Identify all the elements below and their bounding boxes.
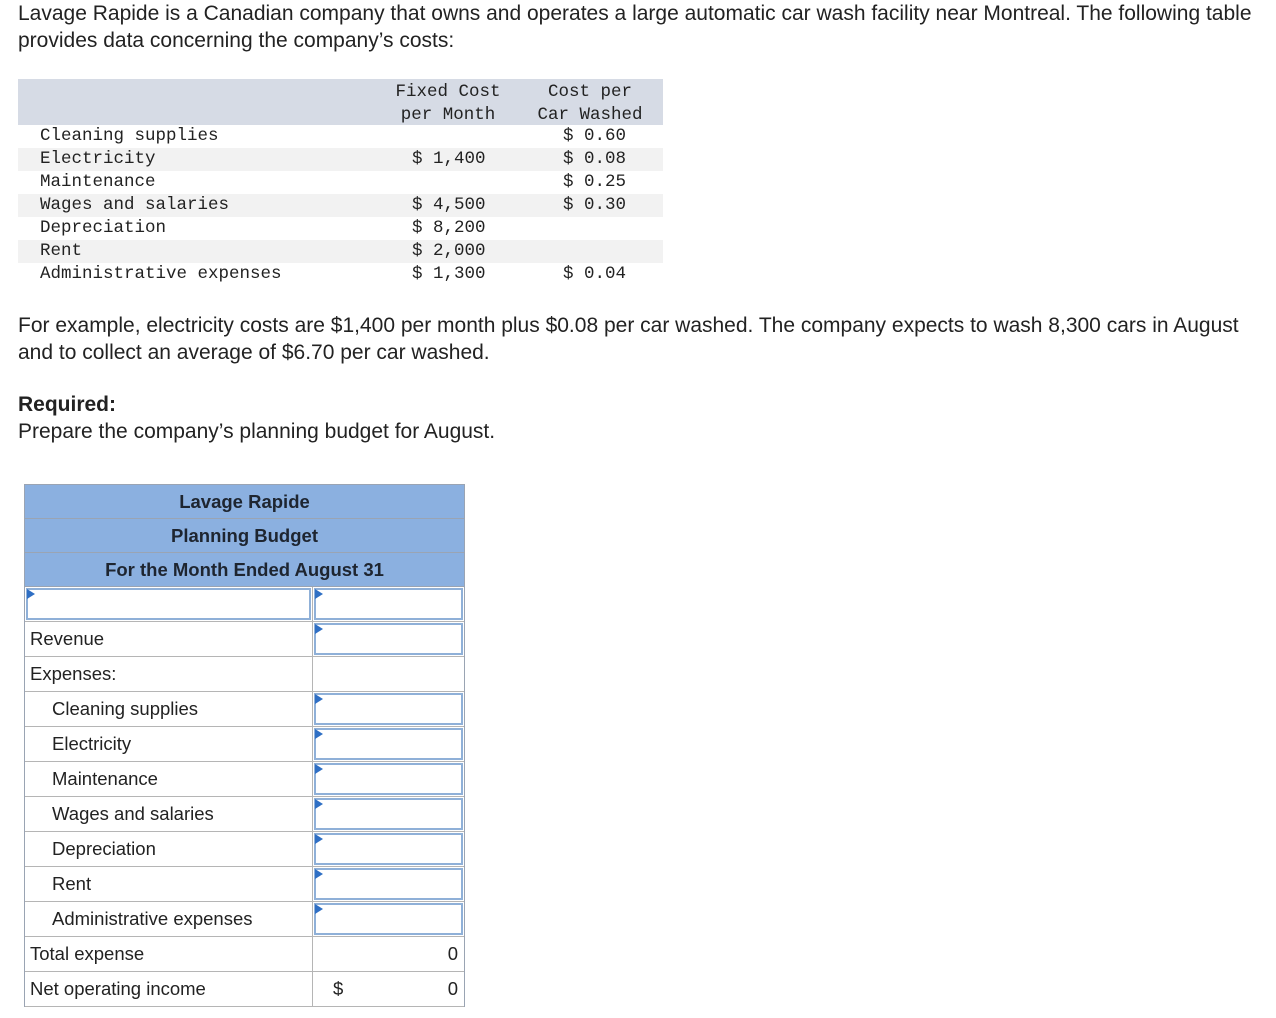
maintenance-value-cell xyxy=(313,762,464,796)
budget-row-revenue xyxy=(25,622,464,657)
admin-input[interactable] xyxy=(314,903,463,935)
variable-cost-header-line2: Car Washed xyxy=(537,105,643,125)
budget-row-cleaning xyxy=(25,692,464,727)
cost-row xyxy=(18,125,663,148)
cost-data-table xyxy=(18,79,663,286)
revenue-label: Revenue xyxy=(25,622,313,656)
input-marker-icon xyxy=(315,799,323,809)
required-text: Prepare the company’s planning budget for August. xyxy=(18,420,496,443)
budget-row-wages xyxy=(25,797,464,832)
activity-value-cell xyxy=(313,587,464,621)
cost-table-body xyxy=(18,125,663,286)
cost-row-label: Wages and salaries xyxy=(40,195,230,215)
example-text: For example, electricity costs are $1,400 per month plus $0.08 per car washed. The company expects to wash 8,300 cars in August and to collect an average of $6.70 per car washed. xyxy=(18,314,1239,364)
net-income-value-cell xyxy=(313,972,464,1006)
budget-row-expenses xyxy=(25,657,464,692)
variable-cost-header-line1: Cost per xyxy=(547,82,632,102)
input-marker-icon xyxy=(315,729,323,739)
rent-value-cell xyxy=(313,867,464,901)
cost-row-label: Cleaning supplies xyxy=(40,126,219,146)
budget-title-company: Lavage Rapide xyxy=(25,485,464,519)
fixed-cost-header-line1: Fixed Cost xyxy=(395,82,501,102)
depreciation-value-cell xyxy=(313,832,464,866)
net-income-label: Net operating income xyxy=(25,972,313,1006)
input-marker-icon xyxy=(27,589,35,599)
cost-row-fixed: $ 1,300 xyxy=(412,264,486,284)
expenses-empty-cell xyxy=(313,657,464,691)
cost-row xyxy=(18,194,663,217)
cost-row-variable: $ 0.60 xyxy=(563,126,627,146)
required-title: Required: xyxy=(18,393,117,416)
budget-row-depreciation xyxy=(25,832,464,867)
wages-label: Wages and salaries xyxy=(25,797,313,831)
electricity-input[interactable] xyxy=(314,728,463,760)
cost-row xyxy=(18,148,663,171)
cost-row xyxy=(18,240,663,263)
net-income-dollar-sign: $ xyxy=(333,978,344,999)
cost-row xyxy=(18,217,663,240)
budget-row-net-income xyxy=(25,972,464,1007)
total-expense-label: Total expense xyxy=(25,937,313,971)
cost-table-header xyxy=(18,79,663,125)
input-marker-icon xyxy=(315,694,323,704)
electricity-label: Electricity xyxy=(25,727,313,761)
budget-row-activity xyxy=(25,587,464,622)
expenses-label: Expenses: xyxy=(25,657,313,691)
cost-row-fixed: $ 2,000 xyxy=(412,241,486,261)
cost-row-variable: $ 0.30 xyxy=(563,195,627,215)
maintenance-input[interactable] xyxy=(314,763,463,795)
input-marker-icon xyxy=(315,764,323,774)
depreciation-input[interactable] xyxy=(314,833,463,865)
budget-row-rent xyxy=(25,867,464,902)
cost-row-variable: $ 0.08 xyxy=(563,149,627,169)
fixed-cost-header xyxy=(388,81,508,127)
input-marker-icon xyxy=(315,869,323,879)
cleaning-label: Cleaning supplies xyxy=(25,692,313,726)
budget-row-total-expense xyxy=(25,937,464,972)
cost-row-fixed: $ 4,500 xyxy=(412,195,486,215)
rent-input[interactable] xyxy=(314,868,463,900)
input-marker-icon xyxy=(315,904,323,914)
cost-row-label: Maintenance xyxy=(40,172,156,192)
fixed-cost-header-line2: per Month xyxy=(400,105,496,125)
cost-row-fixed: $ 8,200 xyxy=(412,218,486,238)
cost-row-label: Electricity xyxy=(40,149,156,169)
cost-row-label: Rent xyxy=(40,241,83,261)
electricity-value-cell xyxy=(313,727,464,761)
revenue-input[interactable] xyxy=(314,623,463,655)
cost-row-label: Depreciation xyxy=(40,218,167,238)
cleaning-input[interactable] xyxy=(314,693,463,725)
budget-row-admin xyxy=(25,902,464,937)
planning-budget-table xyxy=(24,484,465,1007)
activity-label-input[interactable] xyxy=(26,588,311,620)
input-marker-icon xyxy=(315,589,323,599)
cleaning-value-cell xyxy=(313,692,464,726)
admin-value-cell xyxy=(313,902,464,936)
total-expense-value: 0 xyxy=(447,943,458,964)
input-marker-icon xyxy=(315,624,323,634)
cost-row xyxy=(18,263,663,286)
net-income-value: 0 xyxy=(447,978,458,999)
total-expense-value-cell xyxy=(313,937,464,971)
input-marker-icon xyxy=(315,834,323,844)
cost-row-variable: $ 0.04 xyxy=(563,264,627,284)
intro-text: Lavage Rapide is a Canadian company that owns and operates a large automatic car wash facility near Montreal. The following table provides data concerning the company’s costs: xyxy=(18,2,1252,52)
depreciation-label: Depreciation xyxy=(25,832,313,866)
budget-title-period: For the Month Ended August 31 xyxy=(25,553,464,587)
maintenance-label: Maintenance xyxy=(25,762,313,796)
activity-label-cell xyxy=(25,587,313,621)
revenue-value-cell xyxy=(313,622,464,656)
rent-label: Rent xyxy=(25,867,313,901)
cost-row-fixed: $ 1,400 xyxy=(412,149,486,169)
cost-row-variable: $ 0.25 xyxy=(563,172,627,192)
budget-row-maintenance xyxy=(25,762,464,797)
admin-label: Administrative expenses xyxy=(25,902,313,936)
budget-title-name: Planning Budget xyxy=(25,519,464,553)
wages-value-cell xyxy=(313,797,464,831)
variable-cost-header xyxy=(530,81,650,127)
activity-value-input[interactable] xyxy=(314,588,463,620)
cost-row xyxy=(18,171,663,194)
wages-input[interactable] xyxy=(314,798,463,830)
budget-row-electricity xyxy=(25,727,464,762)
cost-row-label: Administrative expenses xyxy=(40,264,282,284)
